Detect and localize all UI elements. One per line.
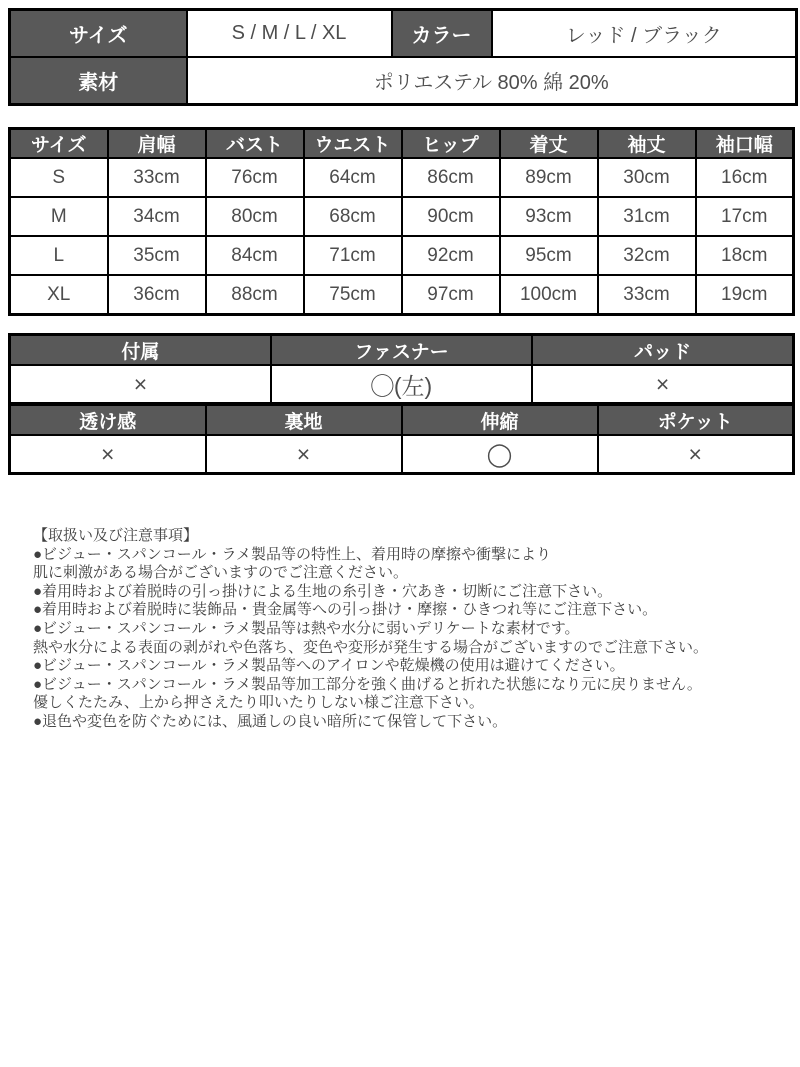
features-a-value-row — [10, 365, 794, 403]
features-table-a — [8, 333, 795, 404]
care-note-line: ●ビジュー・スパンコール・ラメ製品等へのアイロンや乾燥機の使用は避けてください。 — [33, 657, 625, 675]
cell: 76cm — [206, 158, 304, 197]
cell: 30cm — [598, 158, 696, 197]
features-a-header-row — [10, 335, 794, 366]
color-value: レッド / ブラック — [492, 10, 797, 58]
cell: S — [10, 158, 108, 197]
cell: 88cm — [206, 275, 304, 315]
color-label: カラー — [392, 10, 492, 58]
column-header-cuff: 袖口幅 — [696, 129, 794, 159]
column-header-hip: ヒップ — [402, 129, 500, 159]
cell: 93cm — [500, 197, 598, 236]
column-header-pad: パッド — [532, 335, 793, 366]
accessory-value: × — [10, 365, 271, 403]
cell: 71cm — [304, 236, 402, 275]
cell: 90cm — [402, 197, 500, 236]
size-value: S / M / L / XL — [187, 10, 392, 58]
care-notes — [33, 527, 782, 732]
cell: 64cm — [304, 158, 402, 197]
measurements-table — [8, 127, 795, 316]
material-value: ポリエステル 80% 綿 20% — [187, 57, 797, 105]
cell: 17cm — [696, 197, 794, 236]
care-note-line: ●退色や変色を防ぐためには、風通しの良い暗所にて保管して下さい。 — [33, 712, 508, 730]
cell: 89cm — [500, 158, 598, 197]
cell: XL — [10, 275, 108, 315]
cell: 68cm — [304, 197, 402, 236]
sheerness-value: × — [10, 435, 206, 474]
care-note-line: ●ビジュー・スパンコール・ラメ製品等加工部分を強く曲げると折れた状態になり元に戻りません。 — [33, 675, 702, 693]
column-header-accessory: 付属 — [10, 335, 271, 366]
material-row — [10, 57, 797, 105]
column-header-bust: バスト — [206, 129, 304, 159]
care-note-line: 優しくたたみ、上から押さえたり叩いたりしない様ご注意下さい。 — [33, 694, 484, 712]
cell: 16cm — [696, 158, 794, 197]
features-b-value-row — [10, 435, 794, 474]
cell: 84cm — [206, 236, 304, 275]
size-label: サイズ — [10, 10, 187, 58]
pad-value: × — [532, 365, 793, 403]
care-note-line: 肌に刺激がある場合がございますのでご注意ください。 — [33, 564, 409, 582]
material-label: 素材 — [10, 57, 187, 105]
lining-value: × — [206, 435, 402, 474]
care-note-line: ●ビジュー・スパンコール・ラメ製品等は熱や水分に弱いデリケートな素材です。 — [33, 619, 580, 637]
care-notes-title: 【取扱い及び注意事項】 — [33, 527, 199, 544]
cell: L — [10, 236, 108, 275]
column-header-sheerness: 透け感 — [10, 405, 206, 435]
measurement-row-s — [10, 158, 794, 197]
measurement-row-m — [10, 197, 794, 236]
cell: 92cm — [402, 236, 500, 275]
care-note-line: ●ビジュー・スパンコール・ラメ製品等の特性上、着用時の摩擦や衝撃により — [33, 545, 552, 563]
cell: 86cm — [402, 158, 500, 197]
cell: 36cm — [108, 275, 206, 315]
features-table-b — [8, 404, 795, 475]
measurements-header-row — [10, 129, 794, 159]
column-header-fastener: ファスナー — [271, 335, 532, 366]
column-header-length: 着丈 — [500, 129, 598, 159]
size-color-material-table — [8, 8, 798, 106]
cell: 75cm — [304, 275, 402, 315]
cell: 33cm — [598, 275, 696, 315]
cell: 32cm — [598, 236, 696, 275]
care-note-line: ●着用時および着脱時の引っ掛けによる生地の糸引き・穴あき・切断にご注意下さい。 — [33, 582, 613, 600]
cell: 18cm — [696, 236, 794, 275]
measurement-row-xl — [10, 275, 794, 315]
cell: 100cm — [500, 275, 598, 315]
cell: 31cm — [598, 197, 696, 236]
features-b-header-row — [10, 405, 794, 435]
column-header-pocket: ポケット — [598, 405, 794, 435]
column-header-sleeve: 袖丈 — [598, 129, 696, 159]
fastener-value: ◯(左) — [271, 365, 532, 403]
measurement-row-l — [10, 236, 794, 275]
cell: 80cm — [206, 197, 304, 236]
cell: 33cm — [108, 158, 206, 197]
care-note-line: ●着用時および着脱時に装飾品・貴金属等への引っ掛け・摩擦・ひきつれ等にご注意下さい。 — [33, 601, 658, 619]
cell: 35cm — [108, 236, 206, 275]
column-header-waist: ウエスト — [304, 129, 402, 159]
column-header-shoulder: 肩幅 — [108, 129, 206, 159]
care-note-line: 熱や水分による表面の剥がれや色落ち、変色や変形が発生する場合がございますのでご注意下さい。 — [33, 638, 709, 656]
pocket-value: × — [598, 435, 794, 474]
cell: M — [10, 197, 108, 236]
column-header-lining: 裏地 — [206, 405, 402, 435]
cell: 95cm — [500, 236, 598, 275]
cell: 19cm — [696, 275, 794, 315]
cell: 97cm — [402, 275, 500, 315]
size-color-row — [10, 10, 797, 58]
column-header-size: サイズ — [10, 129, 108, 159]
column-header-stretch: 伸縮 — [402, 405, 598, 435]
cell: 34cm — [108, 197, 206, 236]
stretch-value: ◯ — [402, 435, 598, 474]
